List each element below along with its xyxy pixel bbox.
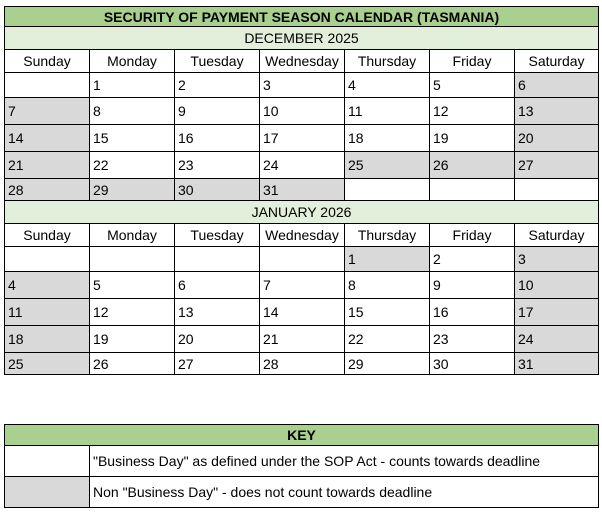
day-cell: 26 [90, 353, 175, 375]
day-cell: 7 [260, 272, 345, 299]
day-cell [345, 179, 430, 201]
weekday-header: Friday [430, 224, 515, 247]
day-cell: 19 [90, 326, 175, 353]
day-cell: 17 [515, 299, 599, 326]
day-cell: 12 [90, 299, 175, 326]
day-cell [5, 73, 90, 98]
day-cell: 24 [515, 326, 599, 353]
day-cell: 26 [430, 152, 515, 179]
day-cell: 5 [430, 73, 515, 98]
day-cell: 2 [175, 73, 260, 98]
month-heading: DECEMBER 2025 [5, 27, 599, 50]
day-cell [260, 247, 345, 272]
weekday-header: Thursday [345, 50, 430, 73]
day-cell: 10 [515, 272, 599, 299]
day-cell: 18 [5, 326, 90, 353]
week-row [5, 247, 599, 272]
day-cell: 12 [430, 98, 515, 125]
weekday-header: Thursday [345, 224, 430, 247]
day-cell: 10 [260, 98, 345, 125]
day-cell: 15 [345, 299, 430, 326]
day-cell: 17 [260, 125, 345, 152]
day-cell: 19 [430, 125, 515, 152]
day-cell: 28 [5, 179, 90, 201]
day-cell: 16 [430, 299, 515, 326]
key-swatch-business-day [5, 446, 90, 477]
day-cell: 1 [345, 247, 430, 272]
day-cell: 29 [345, 353, 430, 375]
day-cell: 3 [260, 73, 345, 98]
week-row [5, 179, 599, 201]
day-cell [430, 179, 515, 201]
day-cell: 1 [90, 73, 175, 98]
day-cell: 8 [345, 272, 430, 299]
day-cell: 13 [515, 98, 599, 125]
day-cell: 5 [90, 272, 175, 299]
week-row [5, 272, 599, 299]
week-row [5, 73, 599, 98]
weekday-header: Sunday [5, 50, 90, 73]
weekday-header: Tuesday [175, 50, 260, 73]
weekday-header: Wednesday [260, 224, 345, 247]
day-cell: 31 [260, 179, 345, 201]
day-cell: 21 [5, 152, 90, 179]
day-cell [90, 247, 175, 272]
key-label-business-day: "Business Day" as defined under the SOP Act - counts towards deadline [90, 446, 599, 477]
day-cell: 27 [175, 353, 260, 375]
day-cell: 16 [175, 125, 260, 152]
day-cell [175, 247, 260, 272]
weekday-header: Monday [90, 50, 175, 73]
weekday-header: Saturday [515, 224, 599, 247]
week-row [5, 125, 599, 152]
week-row [5, 98, 599, 125]
day-cell: 9 [430, 272, 515, 299]
week-row [5, 353, 599, 375]
day-cell: 22 [345, 326, 430, 353]
day-cell: 14 [5, 125, 90, 152]
week-row [5, 299, 599, 326]
day-cell: 24 [260, 152, 345, 179]
weekday-header: Wednesday [260, 50, 345, 73]
calendar-title: SECURITY OF PAYMENT SEASON CALENDAR (TASMANIA) [5, 7, 599, 27]
day-cell: 20 [515, 125, 599, 152]
day-cell: 7 [5, 98, 90, 125]
day-cell: 4 [5, 272, 90, 299]
key-table [4, 424, 599, 508]
day-cell: 30 [175, 179, 260, 201]
day-cell [5, 247, 90, 272]
day-cell: 21 [260, 326, 345, 353]
key-title: KEY [5, 425, 599, 446]
weekday-header: Tuesday [175, 224, 260, 247]
day-cell: 27 [515, 152, 599, 179]
weekday-header: Friday [430, 50, 515, 73]
day-cell: 6 [515, 73, 599, 98]
weekday-header: Sunday [5, 224, 90, 247]
day-cell: 25 [5, 353, 90, 375]
week-row [5, 326, 599, 353]
day-cell: 20 [175, 326, 260, 353]
day-cell: 22 [90, 152, 175, 179]
weekday-header: Saturday [515, 50, 599, 73]
day-cell: 23 [175, 152, 260, 179]
day-cell: 14 [260, 299, 345, 326]
day-cell: 13 [175, 299, 260, 326]
key-swatch-non-business-day [5, 477, 90, 508]
day-cell: 4 [345, 73, 430, 98]
day-cell: 30 [430, 353, 515, 375]
day-cell: 18 [345, 125, 430, 152]
key-label-non-business-day: Non "Business Day" - does not count towards deadline [90, 477, 599, 508]
day-cell [515, 179, 599, 201]
month-heading: JANUARY 2026 [5, 201, 599, 224]
day-cell: 8 [90, 98, 175, 125]
weekday-header: Monday [90, 224, 175, 247]
day-cell: 3 [515, 247, 599, 272]
day-cell: 25 [345, 152, 430, 179]
day-cell: 29 [90, 179, 175, 201]
day-cell: 11 [5, 299, 90, 326]
day-cell: 28 [260, 353, 345, 375]
day-cell: 11 [345, 98, 430, 125]
calendar-table [4, 6, 599, 375]
day-cell: 15 [90, 125, 175, 152]
day-cell: 23 [430, 326, 515, 353]
day-cell: 2 [430, 247, 515, 272]
week-row [5, 152, 599, 179]
day-cell: 9 [175, 98, 260, 125]
day-cell: 6 [175, 272, 260, 299]
day-cell: 31 [515, 353, 599, 375]
